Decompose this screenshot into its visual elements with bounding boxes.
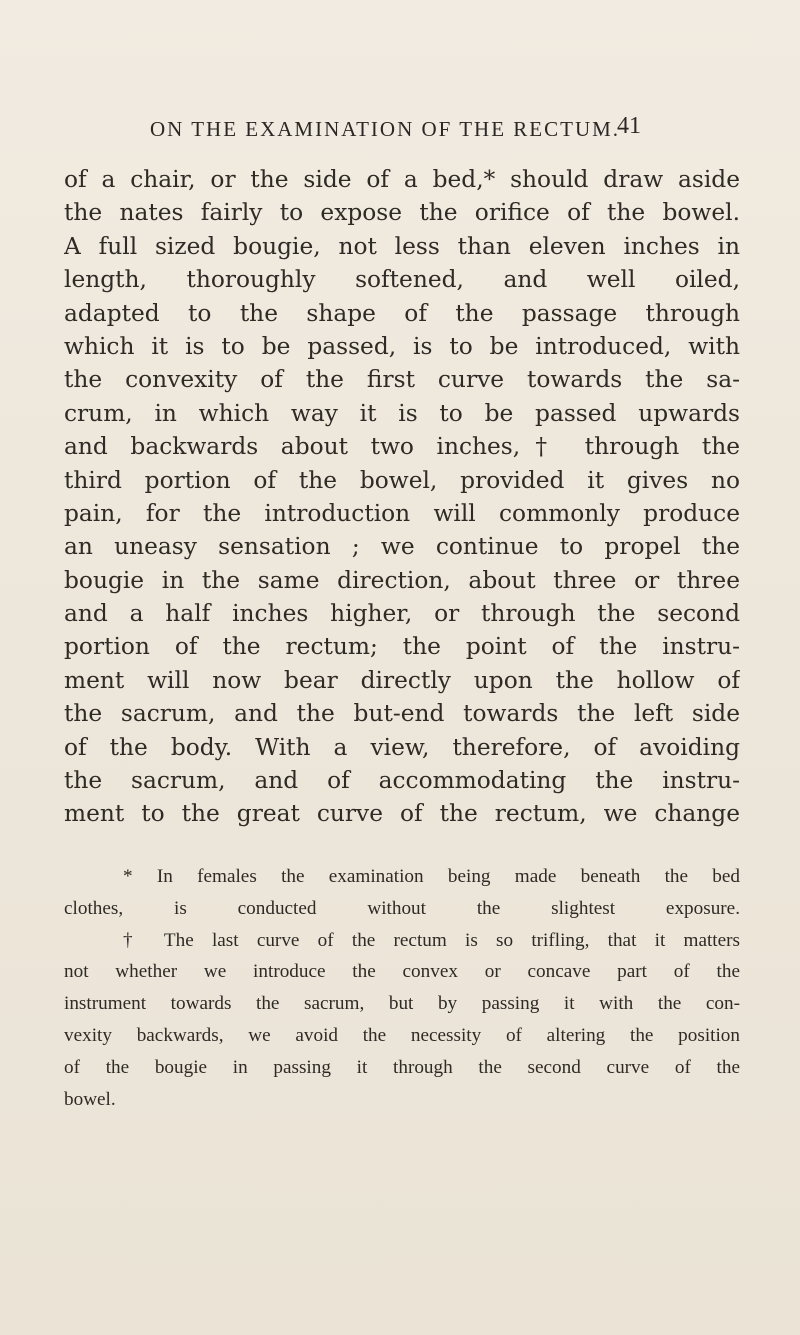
text-line: adapted to the shape of the passage through (64, 299, 740, 327)
running-head: ON THE EXAMINATION OF THE RECTUM. (150, 117, 621, 141)
text-line: third portion of the bowel, provided it gives no (64, 466, 740, 494)
text-line: of the body. With a view, therefore, of avoiding (64, 733, 740, 761)
text-line: length, thoroughly softened, and well oiled, (64, 266, 740, 294)
text-line: of a chair, or the side of a bed,* should draw aside (64, 166, 740, 193)
text-line: and a half inches higher, or through the second (64, 600, 740, 628)
footnote-line: bowel. (64, 1088, 116, 1110)
text-line: bougie in the same direction, about three or three (64, 566, 740, 594)
text-line: A full sized bougie, not less than eleven inches in (64, 232, 740, 260)
text-line: crum, in which way it is to be passed upwards (64, 399, 740, 427)
text-line: ment to the great curve of the rectum, we change (64, 800, 740, 828)
body-text (64, 163, 740, 831)
text-line: portion of the rectum; the point of the instru- (64, 633, 740, 661)
text-line: pain, for the introduction will commonly produce (64, 499, 740, 527)
page-number: 41 (617, 113, 641, 139)
text-line: the convexity of the first curve towards the sa- (64, 366, 740, 394)
text-line: an uneasy sensation ; we continue to propel the (64, 533, 740, 561)
footnote-line: of the bougie in passing it through the second curve of the (64, 1056, 740, 1078)
footnote-line: instrument towards the sacrum, but by passing it with the con- (64, 993, 740, 1015)
footnote-line: vexity backwards, we avoid the necessity of altering the position (64, 1024, 740, 1046)
text-line: ment will now bear directly upon the hollow of (64, 666, 740, 694)
footnotes (64, 861, 740, 1115)
footnote-line: * In females the examination being made beneath the bed (123, 866, 740, 887)
text-line: the sacrum, and of accommodating the instru- (64, 767, 740, 795)
text-line: the nates fairly to expose the orifice of the bowel. (64, 199, 740, 227)
footnote-line: clothes, is conducted without the slightest exposure. (64, 897, 740, 919)
text-line: and backwards about two inches,† through the (64, 433, 740, 461)
text-line: the sacrum, and the but-end towards the left side (64, 700, 740, 728)
footnote-line: † The last curve of the rectum is so trifling, that it matters (123, 929, 740, 951)
footnote-line: not whether we introduce the convex or concave part of the (64, 961, 740, 983)
text-line: which it is to be passed, is to be introduced, with (64, 332, 740, 360)
